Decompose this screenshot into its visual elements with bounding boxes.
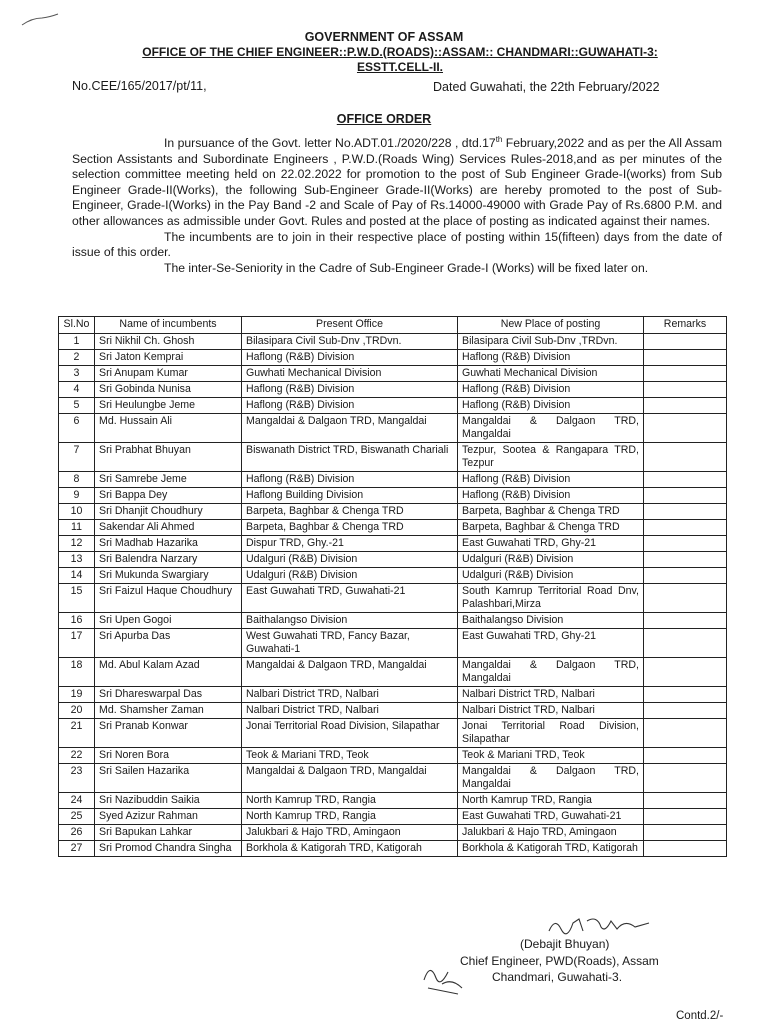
cell-present-office: Teok & Mariani TRD, Teok [242,748,458,764]
office-heading-line: OFFICE OF THE CHIEF ENGINEER::P.W.D.(ROADS)::ASSAM:: CHANDMARI::GUWAHATI-3: [142,45,658,59]
cell-present-office: North Kamrup TRD, Rangia [242,793,458,809]
cell-name: Sri Pranab Konwar [95,719,242,748]
cell-sl-no: 1 [59,334,95,350]
cell-name: Sri Samrebe Jeme [95,472,242,488]
cell-name: Sri Noren Bora [95,748,242,764]
cell-new-posting: East Guwahati TRD, Ghy-21 [458,629,644,658]
pen-stroke-mark [20,12,60,28]
cell-remarks [644,568,727,584]
date-line: Dated Guwahati, the 22th February/2022 [433,80,660,94]
cell-new-posting: South Kamrup Territorial Road Dnv, Palashbari,Mirza [458,584,644,613]
cell-new-posting: Teok & Mariani TRD, Teok [458,748,644,764]
cell-present-office: Haflong (R&B) Division [242,382,458,398]
cell-remarks [644,334,727,350]
cell-present-office: Guwhati Mechanical Division [242,366,458,382]
table-row [59,748,727,764]
cell-sl-no: 13 [59,552,95,568]
cell-new-posting: East Guwahati TRD, Guwahati-21 [458,809,644,825]
table-row [59,687,727,703]
signatory-name: (Debajit Bhuyan) [520,937,610,951]
table-row [59,764,727,793]
cell-sl-no: 23 [59,764,95,793]
cell-present-office: North Kamrup TRD, Rangia [242,809,458,825]
cell-new-posting: Haflong (R&B) Division [458,382,644,398]
cell-remarks [644,350,727,366]
cell-present-office: Mangaldai & Dalgaon TRD, Mangaldai [242,414,458,443]
cell-name: Sri Balendra Narzary [95,552,242,568]
cell-present-office: Jalukbari & Hajo TRD, Amingaon [242,825,458,841]
table-row [59,719,727,748]
cell-new-posting: Nalbari District TRD, Nalbari [458,703,644,719]
cell-remarks [644,658,727,687]
cell-sl-no: 24 [59,793,95,809]
cell-sl-no: 4 [59,382,95,398]
table-row [59,629,727,658]
cell-name: Sri Heulungbe Jeme [95,398,242,414]
cell-name: Sri Apurba Das [95,629,242,658]
cell-new-posting: Mangaldai & Dalgaon TRD, Mangaldai [458,414,644,443]
cell-sl-no: 27 [59,841,95,857]
cell-remarks [644,398,727,414]
header-remarks: Remarks [644,317,727,334]
cell-new-posting: Tezpur, Sootea & Rangapara TRD, Tezpur [458,443,644,472]
paragraph-1-part-a: In pursuance of the Govt. letter No.ADT.01./2020/228 , dtd.17 [164,136,496,150]
cell-present-office: Jonai Territorial Road Division, Silapathar [242,719,458,748]
cell-name: Md. Shamsher Zaman [95,703,242,719]
cell-remarks [644,552,727,568]
reference-number: No.CEE/165/2017/pt/11, [72,79,207,93]
table-row [59,520,727,536]
cell-sl-no: 12 [59,536,95,552]
table-row [59,703,727,719]
table-row [59,552,727,568]
cell-new-posting: Nalbari District TRD, Nalbari [458,687,644,703]
cell-present-office: West Guwahati TRD, Fancy Bazar, Guwahati-1 [242,629,458,658]
cell-remarks [644,414,727,443]
cell-remarks [644,472,727,488]
cell-name: Sri Jaton Kemprai [95,350,242,366]
cell-present-office: Mangaldai & Dalgaon TRD, Mangaldai [242,764,458,793]
header-present-office: Present Office [242,317,458,334]
cell-sl-no: 2 [59,350,95,366]
cell-sl-no: 5 [59,398,95,414]
cell-remarks [644,504,727,520]
cell-name: Sri Dhanjit Choudhury [95,504,242,520]
cell-name: Md. Abul Kalam Azad [95,658,242,687]
table-row [59,613,727,629]
cell-present-office: Biswanath District TRD, Biswanath Chariali [242,443,458,472]
cell-present-office: Bilasipara Civil Sub-Dnv ,TRDvn. [242,334,458,350]
continued-note: Contd.2/- [676,1010,724,1022]
paragraph-1-part-b: February,2022 and as per the All Assam Section Assistants and Subordinate Engineers , P.W.D.(Roads Wing) Services Rules-2018,and as per minutes of the selection committee meeting held on 22.02.2022 for promotion to the post of Sub Engineer Grade-I(works) from Sub Engineer Grade-II(Works), the following Sub-Engineer Grade-II(Works) are hereby promoted to the post of Sub-Engineer, Grade-I(Works) in the Pay Band -2 and Scale of Pay of Rs.14000-49000 with Grade Pay of Rs.6800 P.M. and other allowances as admissible under Govt. Rules and posted at the place of posting as indicated against their names. [72,136,722,228]
table-row [59,658,727,687]
cell-sl-no: 19 [59,687,95,703]
cell-name: Sri Nikhil Ch. Ghosh [95,334,242,350]
cell-remarks [644,443,727,472]
cell-remarks [644,841,727,857]
cell-remarks [644,629,727,658]
cell-new-posting: Haflong (R&B) Division [458,350,644,366]
cell-sl-no: 22 [59,748,95,764]
cell-sl-no: 9 [59,488,95,504]
cell-remarks [644,793,727,809]
government-heading: GOVERNMENT OF ASSAM [304,30,464,44]
table-row [59,414,727,443]
table-row [59,350,727,366]
cell-remarks [644,488,727,504]
table-row [59,536,727,552]
cell-sl-no: 20 [59,703,95,719]
paragraph-2: The incumbents are to join in their respective place of posting within 15(fifteen) days from the date of issue of this order. [72,229,722,260]
cell-sl-no: 6 [59,414,95,443]
table-row [59,334,727,350]
cell-name: Sri Gobinda Nunisa [95,382,242,398]
cell-sl-no: 17 [59,629,95,658]
cell-sl-no: 18 [59,658,95,687]
cell-remarks [644,719,727,748]
cell-new-posting: Udalguri (R&B) Division [458,552,644,568]
cell-new-posting: Mangaldai & Dalgaon TRD, Mangaldai [458,658,644,687]
table-row [59,568,727,584]
table-row [59,472,727,488]
cell-new-posting: Barpeta, Baghbar & Chenga TRD [458,504,644,520]
cell-new-posting: Baithalangso Division [458,613,644,629]
table-row [59,488,727,504]
signature-scribble [545,913,655,937]
cell-new-posting: Mangaldai & Dalgaon TRD, Mangaldai [458,764,644,793]
cell-name: Sri Promod Chandra Singha [95,841,242,857]
table-row [59,841,727,857]
cell-present-office: Haflong Building Division [242,488,458,504]
table-row [59,825,727,841]
table-header-row [59,317,727,334]
cell-sl-no: 11 [59,520,95,536]
cell-name: Sri Anupam Kumar [95,366,242,382]
table-row [59,398,727,414]
designation-line-2: Chandmari, Guwahati-3. [492,970,623,984]
cell-new-posting: Guwhati Mechanical Division [458,366,644,382]
cell-present-office: Barpeta, Baghbar & Chenga TRD [242,504,458,520]
cell-sl-no: 10 [59,504,95,520]
signatory-designation [460,953,659,985]
cell-new-posting: Barpeta, Baghbar & Chenga TRD [458,520,644,536]
cell-name: Sri Dhareswarpal Das [95,687,242,703]
cell-sl-no: 16 [59,613,95,629]
cell-remarks [644,748,727,764]
cell-name: Sri Mukunda Swargiary [95,568,242,584]
cell-present-office: Mangaldai & Dalgaon TRD, Mangaldai [242,658,458,687]
cell-sl-no: 3 [59,366,95,382]
cell-name: Md. Hussain Ali [95,414,242,443]
cell-new-posting: Haflong (R&B) Division [458,488,644,504]
cell-name: Sri Nazibuddin Saikia [95,793,242,809]
cell-remarks [644,825,727,841]
cell-new-posting: Jonai Territorial Road Division, Silapathar [458,719,644,748]
page-title: OFFICE ORDER [336,112,432,126]
cell-new-posting: Jalukbari & Hajo TRD, Amingaon [458,825,644,841]
cell-present-office: Haflong (R&B) Division [242,398,458,414]
cell-present-office: Nalbari District TRD, Nalbari [242,703,458,719]
cell-present-office: East Guwahati TRD, Guwahati-21 [242,584,458,613]
cell-new-posting: Haflong (R&B) Division [458,398,644,414]
cell-remarks [644,703,727,719]
table-row [59,504,727,520]
cell-present-office: Baithalangso Division [242,613,458,629]
header-new-posting: New Place of posting [458,317,644,334]
cell-remarks [644,764,727,793]
cell-name: Syed Azizur Rahman [95,809,242,825]
cell-name: Sri Sailen Hazarika [95,764,242,793]
cell-present-office: Haflong (R&B) Division [242,350,458,366]
header-sl-no: Sl.No [59,317,95,334]
cell-new-posting: North Kamrup TRD, Rangia [458,793,644,809]
table-row [59,809,727,825]
cell-remarks [644,809,727,825]
table-row [59,443,727,472]
cell-remarks [644,687,727,703]
cell-present-office: Haflong (R&B) Division [242,472,458,488]
cell-sl-no: 8 [59,472,95,488]
cell-name: Sakendar Ali Ahmed [95,520,242,536]
table-row [59,793,727,809]
cell-name: Sri Prabhat Bhuyan [95,443,242,472]
cell-remarks [644,382,727,398]
cell-present-office: Barpeta, Baghbar & Chenga TRD [242,520,458,536]
paragraph-3: The inter-Se-Seniority in the Cadre of Sub-Engineer Grade-I (Works) will be fixed later on. [164,260,649,275]
cell-present-office: Udalguri (R&B) Division [242,568,458,584]
cell-name: Sri Upen Gogoi [95,613,242,629]
cell-present-office: Dispur TRD, Ghy.-21 [242,536,458,552]
table-row [59,382,727,398]
cell-remarks [644,520,727,536]
cell-new-posting: East Guwahati TRD, Ghy-21 [458,536,644,552]
cell-present-office: Udalguri (R&B) Division [242,552,458,568]
cell-name: Sri Madhab Hazarika [95,536,242,552]
cell-name: Sri Bapukan Lahkar [95,825,242,841]
cell-heading-line: ESSTT.CELL-II. [356,60,443,74]
order-body [72,136,722,276]
cell-sl-no: 15 [59,584,95,613]
table-row [59,366,727,382]
paragraph-1 [72,136,722,230]
cell-name: Sri Bappa Dey [95,488,242,504]
table-row [59,584,727,613]
cell-new-posting: Bilasipara Civil Sub-Dnv ,TRDvn. [458,334,644,350]
cell-remarks [644,584,727,613]
initials-mark [418,958,474,998]
cell-remarks [644,366,727,382]
header-name: Name of incumbents [95,317,242,334]
cell-present-office: Nalbari District TRD, Nalbari [242,687,458,703]
cell-remarks [644,536,727,552]
cell-sl-no: 25 [59,809,95,825]
ordinal-suffix: th [495,134,503,144]
table-body [59,334,727,857]
cell-sl-no: 21 [59,719,95,748]
cell-new-posting: Haflong (R&B) Division [458,472,644,488]
cell-name: Sri Faizul Haque Choudhury [95,584,242,613]
cell-new-posting: Borkhola & Katigorah TRD, Katigorah [458,841,644,857]
cell-present-office: Borkhola & Katigorah TRD, Katigorah [242,841,458,857]
cell-new-posting: Udalguri (R&B) Division [458,568,644,584]
designation-line-1: Chief Engineer, PWD(Roads), Assam [460,954,659,968]
promotion-table [58,316,727,857]
cell-sl-no: 26 [59,825,95,841]
cell-sl-no: 7 [59,443,95,472]
cell-sl-no: 14 [59,568,95,584]
office-heading [100,45,700,75]
cell-remarks [644,613,727,629]
